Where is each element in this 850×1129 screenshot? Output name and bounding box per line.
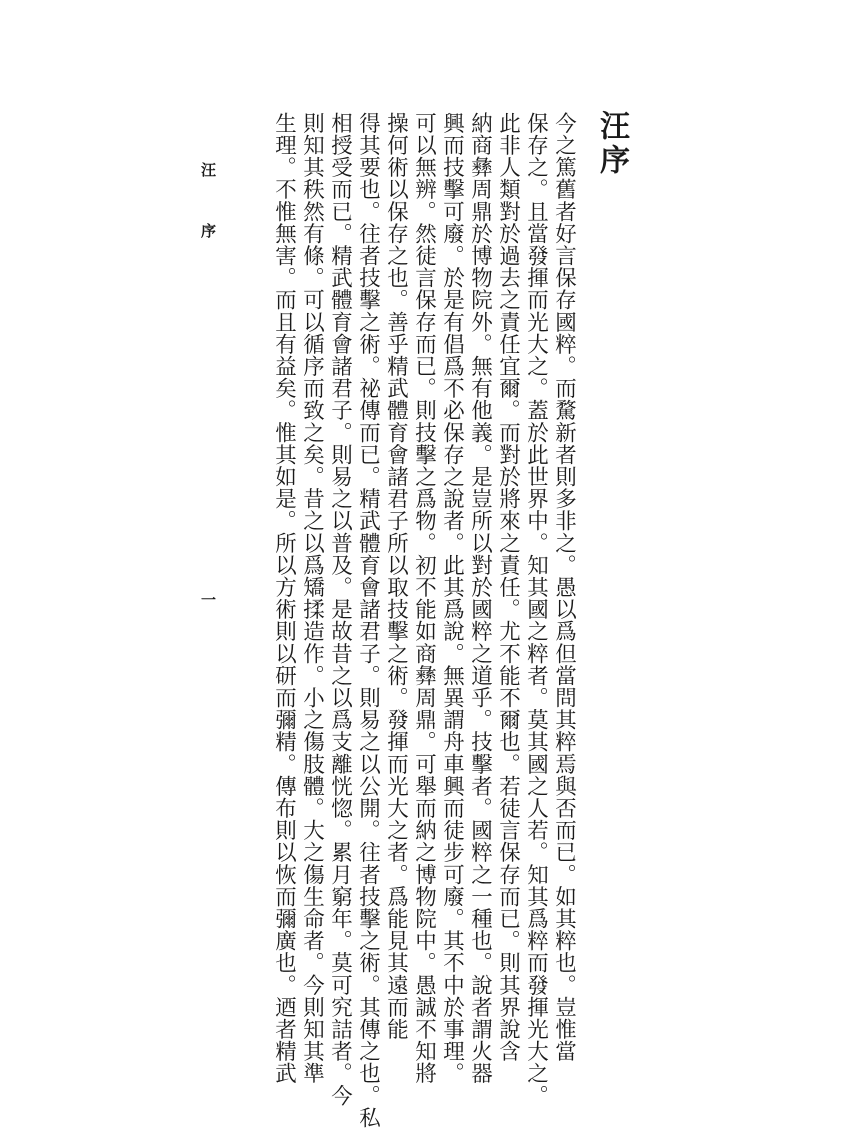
text-column: 納商彝周鼎於博物院外。無有他義。是豈所以對於國粹之道乎。技擊者。國粹之一種也。說者謂火器: [467, 112, 493, 1085]
text-column: 得其要也。往者技擊之術。祕傳而已。精武體育會諸君子。則易之以公開。往者技擊之術。其傳之也。私: [355, 112, 381, 1129]
text-column: 今之篤舊者好言保存國粹。而騖新者則多非之。愚以爲但當問其粹焉與否而已。如其粹也。豈惟當: [551, 112, 577, 1063]
running-head: 汪 序: [199, 162, 217, 252]
text-column: 保存之。且當發揮而光大之。蓋於此世界中。知其國之粹者。莫其國之人若。知其爲粹而發揮光大之。: [523, 112, 549, 1107]
text-column: 操何術以保存之也。善乎精武體育會諸君子所以取技擊之術。發揮而光大之者。爲能見其遠而能: [383, 112, 409, 1041]
text-column: 興而技擊可廢。於是有倡爲不必保存之說者。此其爲說。無異謂舟車興而徒步可廢。其不中於事理。: [439, 112, 465, 1085]
text-column: 則知其秩然有條。可以循序而致之矣。昔之以爲矯揉造作。小之傷肢體。大之傷生命者。今則知其準: [299, 112, 325, 1085]
text-column: 可以無辨。然徒言保存而已。則技擊之爲物。初不能如商彝周鼎。可舉而納之博物院中。愚誠不知將: [411, 112, 437, 1085]
page-title: 汪序: [594, 110, 629, 178]
text-column: 相授受而已。精武體育會諸君子。則易之以普及。是故昔之以爲支離恍惚。累月窮年。莫可究詰者。今: [327, 112, 353, 1107]
text-column: 生理。不惟無害。而且有益矣。惟其如是。所以方術則以研而彌精。傳布則以恢而彌廣也。迺者精武: [271, 112, 297, 1085]
page-number: 一: [199, 592, 217, 607]
text-column: 此非人類對於過去之責任宜爾。而對於將來之責任。尤不能不爾也。若徒言保存而已。則其界說含: [495, 112, 521, 1063]
